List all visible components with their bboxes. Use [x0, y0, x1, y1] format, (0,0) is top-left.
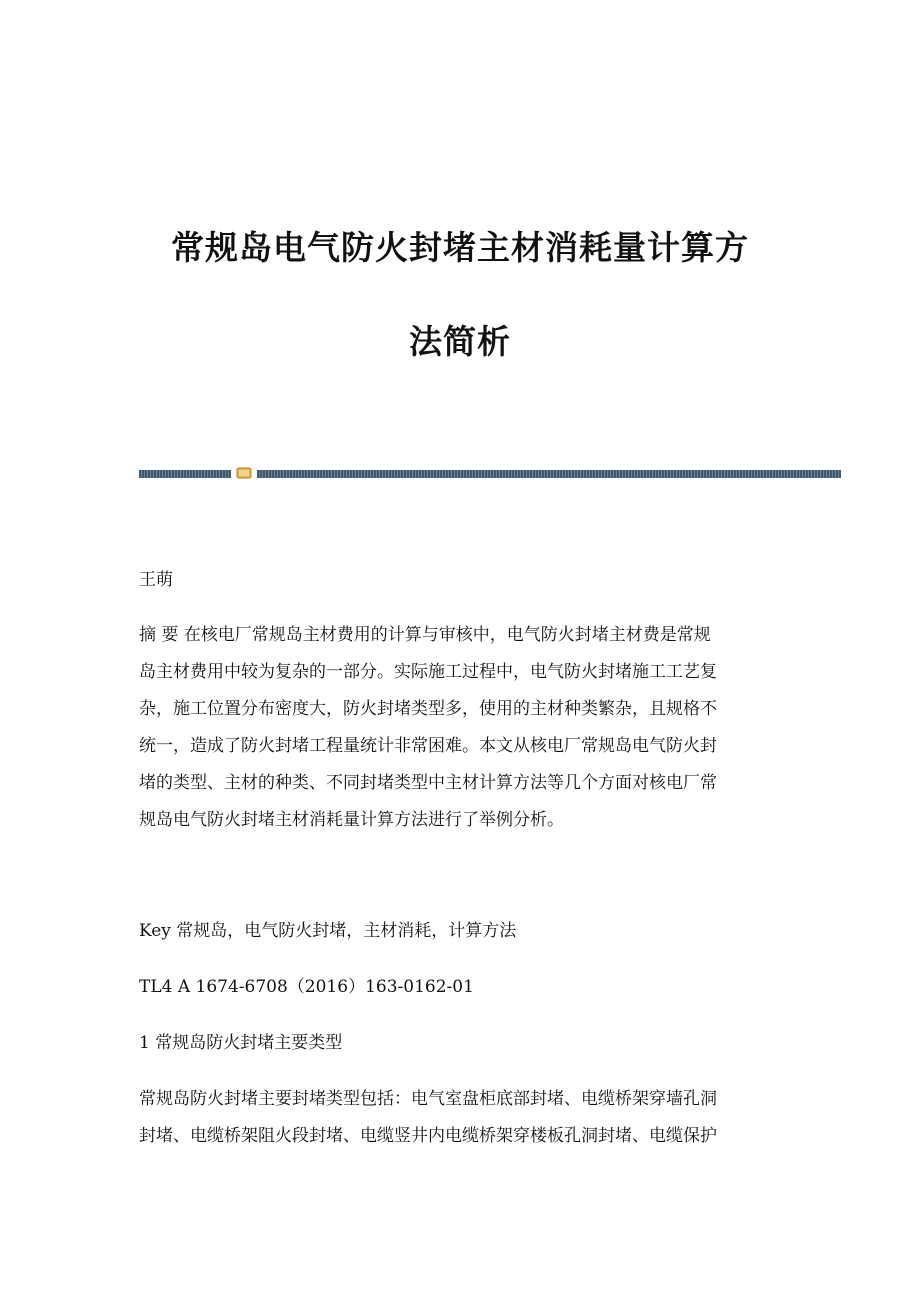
abstract-line: 统一，造成了防火封堵工程量统计非常困难。本文从核电厂常规岛电气防火封 [139, 736, 717, 756]
abstract-line: 岛主材费用中较为复杂的一部分。实际施工过程中，电气防火封堵施工工艺复 [139, 662, 717, 682]
body-line: 常规岛防火封堵主要封堵类型包括：电气室盘柜底部封堵、电缆桥架穿墙孔洞 [139, 1089, 717, 1109]
keywords: Key 常规岛，电气防火封堵，主材消耗，计算方法 [139, 921, 517, 941]
author-name: 王萌 [139, 570, 173, 590]
section-heading: 1 常规岛防火封堵主要类型 [139, 1033, 343, 1053]
divider-bar-right [257, 470, 841, 478]
section-body [139, 1081, 779, 1155]
abstract-line: 堵的类型、主材的种类、不同封堵类型中主材计算方法等几个方面对核电厂常 [139, 773, 717, 793]
divider-bar-left [139, 470, 231, 478]
document-title-line-1: 常规岛电气防火封堵主材消耗量计算方 [171, 228, 749, 267]
document-title-line-2: 法简析 [409, 322, 511, 361]
abstract-line: 规岛电气防火封堵主材消耗量计算方法进行了举例分析。 [139, 810, 564, 830]
decorative-divider [139, 470, 841, 480]
classification-code: TL4 A 1674-6708（2016）163-0162-01 [139, 977, 474, 997]
abstract-line: 摘 要 在核电厂常规岛主材费用的计算与审核中，电气防火封堵主材费是常规 [139, 625, 711, 645]
ornament-icon [236, 466, 252, 480]
body-line: 封堵、电缆桥架阻火段封堵、电缆竖井内电缆桥架穿楼板孔洞封堵、电缆保护 [139, 1126, 717, 1146]
abstract [139, 617, 779, 839]
abstract-line: 杂，施工位置分布密度大，防火封堵类型多，使用的主材种类繁杂，且规格不 [139, 699, 717, 719]
